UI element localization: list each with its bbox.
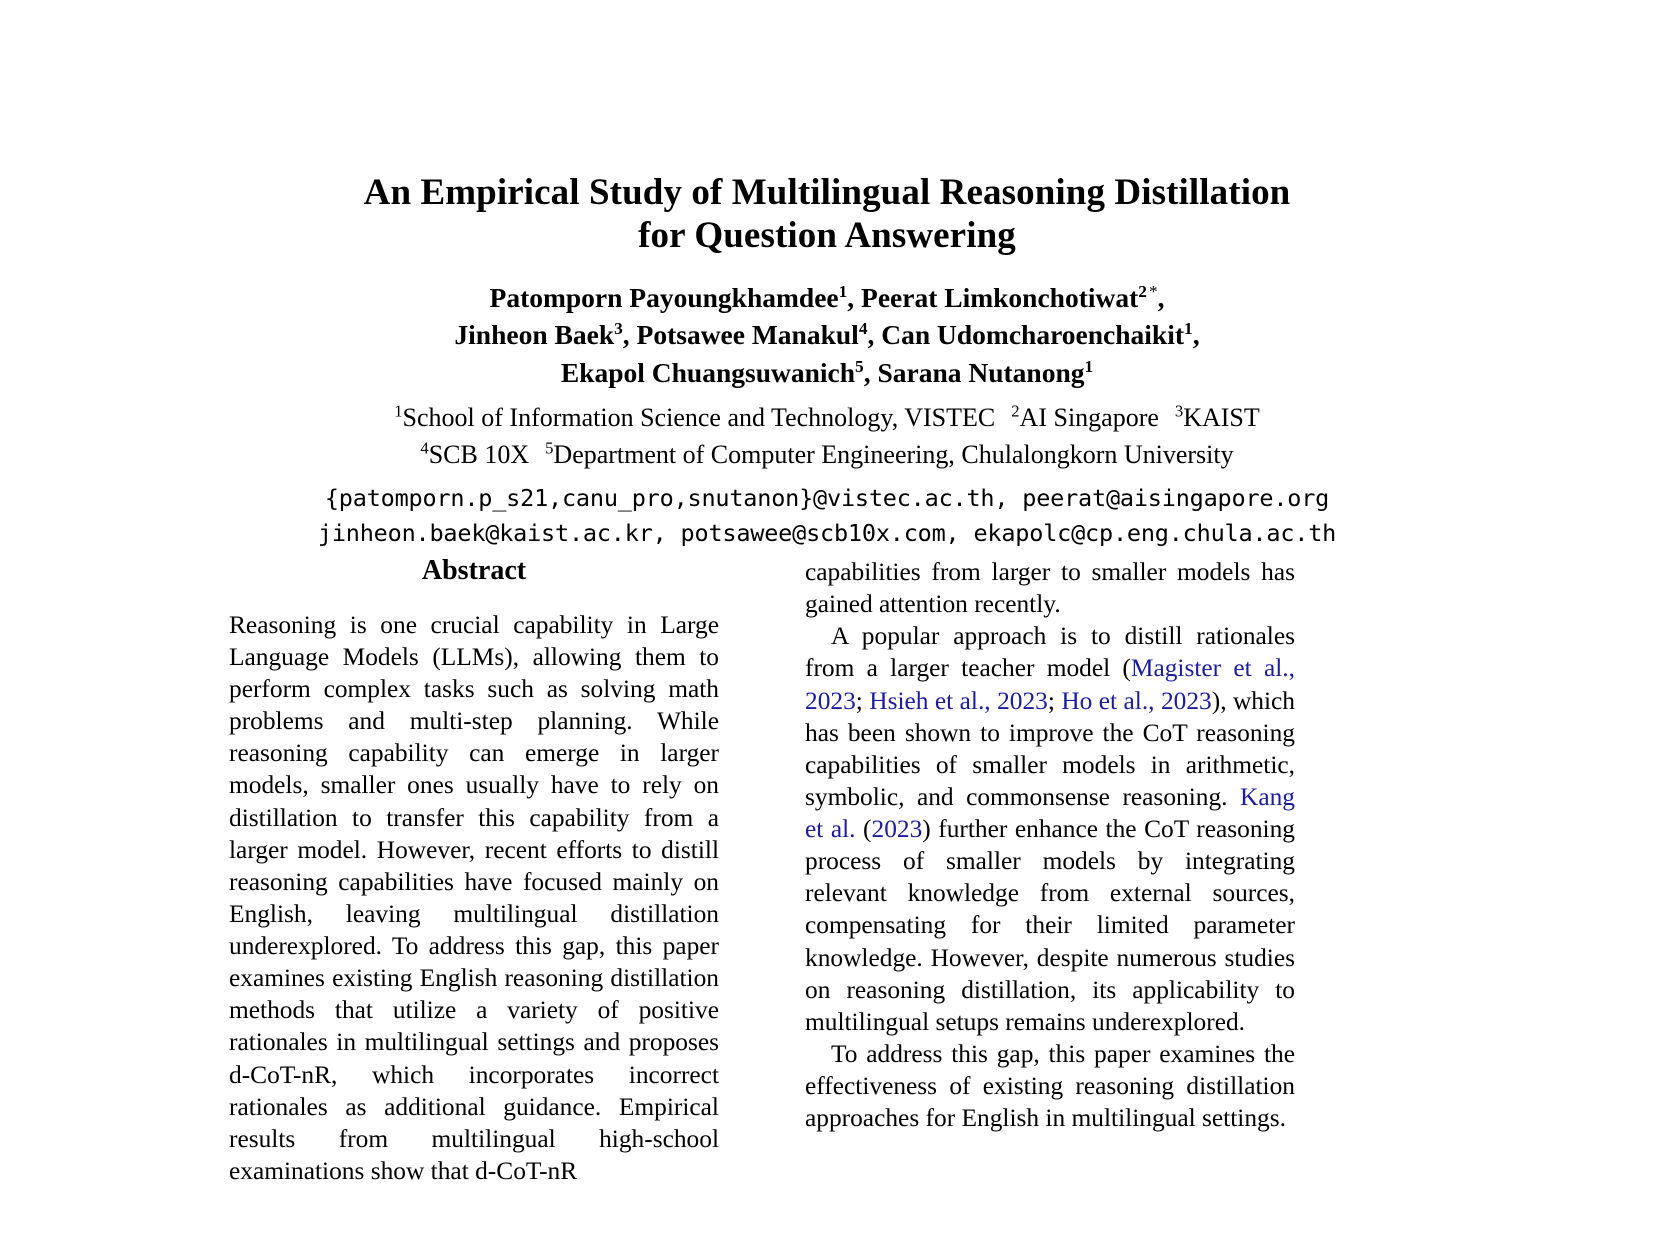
author-separator-2: ,: [622, 319, 637, 351]
author-name-4: Potsawee Manakul: [636, 319, 859, 351]
author-affil-marker-2: 2: [1138, 281, 1147, 301]
affiliation-marker-4: 4: [420, 438, 429, 458]
author-emails: [0, 481, 1654, 551]
affiliation-list: [0, 400, 1654, 474]
author-separator-3: ,: [867, 319, 882, 351]
author-name-7: Sarana Nutanong: [877, 356, 1085, 388]
author-affil-marker-1: 1: [838, 281, 848, 301]
title-line-2: for Question Answering: [638, 214, 1016, 256]
abstract-heading: Abstract: [421, 556, 527, 586]
author-name-1: Patomporn Payoungkhamdee: [489, 281, 839, 313]
abstract-text: Reasoning is one crucial capability in Large Language Models (LLMs), allowing them to perform complex tasks such as solving math problems and multi-step planning. While reasoning capability can emerge in larger models, smaller ones usually have to rely on distillation to transfer this capability from a larger model. However, recent efforts to distill reasoning capabilities have focused mainly on English, leaving multilingual distillation underexplored. To address this gap, this paper examines existing English reasoning distillation methods that utilize a variety of positive rationales in multilingual settings and proposes d-CoT-nR, which incorporates incorrect rationales as additional guidance. Empirical results from multilingual high-school examinations show that d-CoT-nR: [229, 610, 719, 1185]
paper-front-matter: [0, 0, 1654, 550]
right-column: [805, 556, 1295, 1246]
corresponding-author-marker: *: [1148, 281, 1158, 301]
paragraph-tail-text: further enhance the CoT reasoning process of smaller models by integrating relevant knowledge from external sources, compensating for their limited parameter knowledge. However, despite numerous studies on reasoning distillation, its applicability to multilingual setups remains underexplored.: [805, 815, 1295, 1036]
author-affil-marker-6: 5: [855, 356, 864, 376]
affiliation-marker-3: 3: [1174, 401, 1184, 421]
author-line-3: [0, 354, 1654, 391]
paren-close: ): [922, 815, 931, 843]
affiliation-marker-1: 1: [394, 401, 403, 421]
affiliation-text-3: KAIST: [1183, 402, 1260, 432]
author-line-1: [0, 279, 1654, 316]
affiliation-marker-5: 5: [545, 438, 554, 458]
paragraph-middle-text: ), which has been shown to improve the CoT reasoning capabilities of smaller models in arithmetic, symbolic, and commonsense reasoning.: [805, 686, 1295, 811]
left-column: [229, 556, 719, 1246]
affiliation-line-1: [0, 400, 1654, 437]
intro-paragraph-2: [805, 620, 1295, 1038]
citation-magister-2023[interactable]: Magister et al., 2023: [805, 654, 1295, 715]
intro-paragraph-continuation: capabilities from larger to smaller models has gained attention recently.: [805, 558, 1295, 619]
affiliation-text-5: Department of Computer Engineering, Chulalongkorn University: [553, 439, 1234, 469]
author-affil-marker-3: 3: [614, 319, 623, 339]
citation-kang-year[interactable]: 2023: [871, 815, 923, 843]
body-columns: [0, 556, 1654, 1246]
affiliation-line-2: [0, 437, 1654, 474]
citation-ho-2023[interactable]: Ho et al., 2023: [1061, 686, 1212, 715]
affiliation-text-4: SCB 10X: [428, 439, 530, 469]
affiliation-text-1: School of Information Science and Technology, VISTEC: [402, 402, 996, 432]
author-affil-marker-7: 1: [1084, 356, 1094, 376]
intro-paragraph-3: To address this gap, this paper examines the effectiveness of existing reasoning distillation approaches for English in multilingual settings.: [805, 1039, 1295, 1133]
author-line-2: [0, 316, 1654, 353]
email-line-1: {patomporn.p_s21,canu_pro,snutanon}@vistec.ac.th, peerat@aisingapore.org: [324, 483, 1330, 512]
author-name-5: Can Udomcharoenchaikit: [881, 319, 1185, 351]
citation-hsieh-2023[interactable]: Hsieh et al., 2023: [869, 686, 1048, 715]
author-line-2-tail: ,: [1192, 319, 1200, 351]
paren-open: (: [855, 815, 872, 843]
author-separator-1: ,: [847, 281, 862, 313]
author-separator-4: ,: [863, 356, 878, 388]
author-name-3: Jinheon Baek: [454, 319, 615, 351]
affiliation-marker-2: 2: [1011, 401, 1020, 421]
author-name-2: Peerat Limkonchotiwat: [861, 281, 1139, 313]
author-list: [0, 279, 1654, 391]
email-line-2: jinheon.baek@kaist.ac.kr, potsawee@scb10x.com, ekapolc@cp.eng.chula.ac.th: [317, 518, 1337, 547]
author-affil-marker-4: 4: [858, 319, 868, 339]
citation-kang-author[interactable]: Kang et al.: [805, 782, 1295, 843]
author-name-6: Ekapol Chuangsuwanich: [560, 356, 856, 388]
author-affil-marker-5: 1: [1184, 319, 1193, 339]
title-line-1: An Empirical Study of Multilingual Reasoning Distillation: [363, 172, 1291, 213]
citation-separator: ;: [855, 686, 870, 715]
paragraph-lead-in: A popular approach is to distill rationales from a larger teacher model (: [805, 622, 1295, 683]
citation-separator: ;: [1047, 686, 1062, 715]
page-title: [297, 172, 1357, 258]
affiliation-text-2: AI Singapore: [1019, 402, 1159, 432]
author-line-1-tail: ,: [1157, 281, 1165, 313]
